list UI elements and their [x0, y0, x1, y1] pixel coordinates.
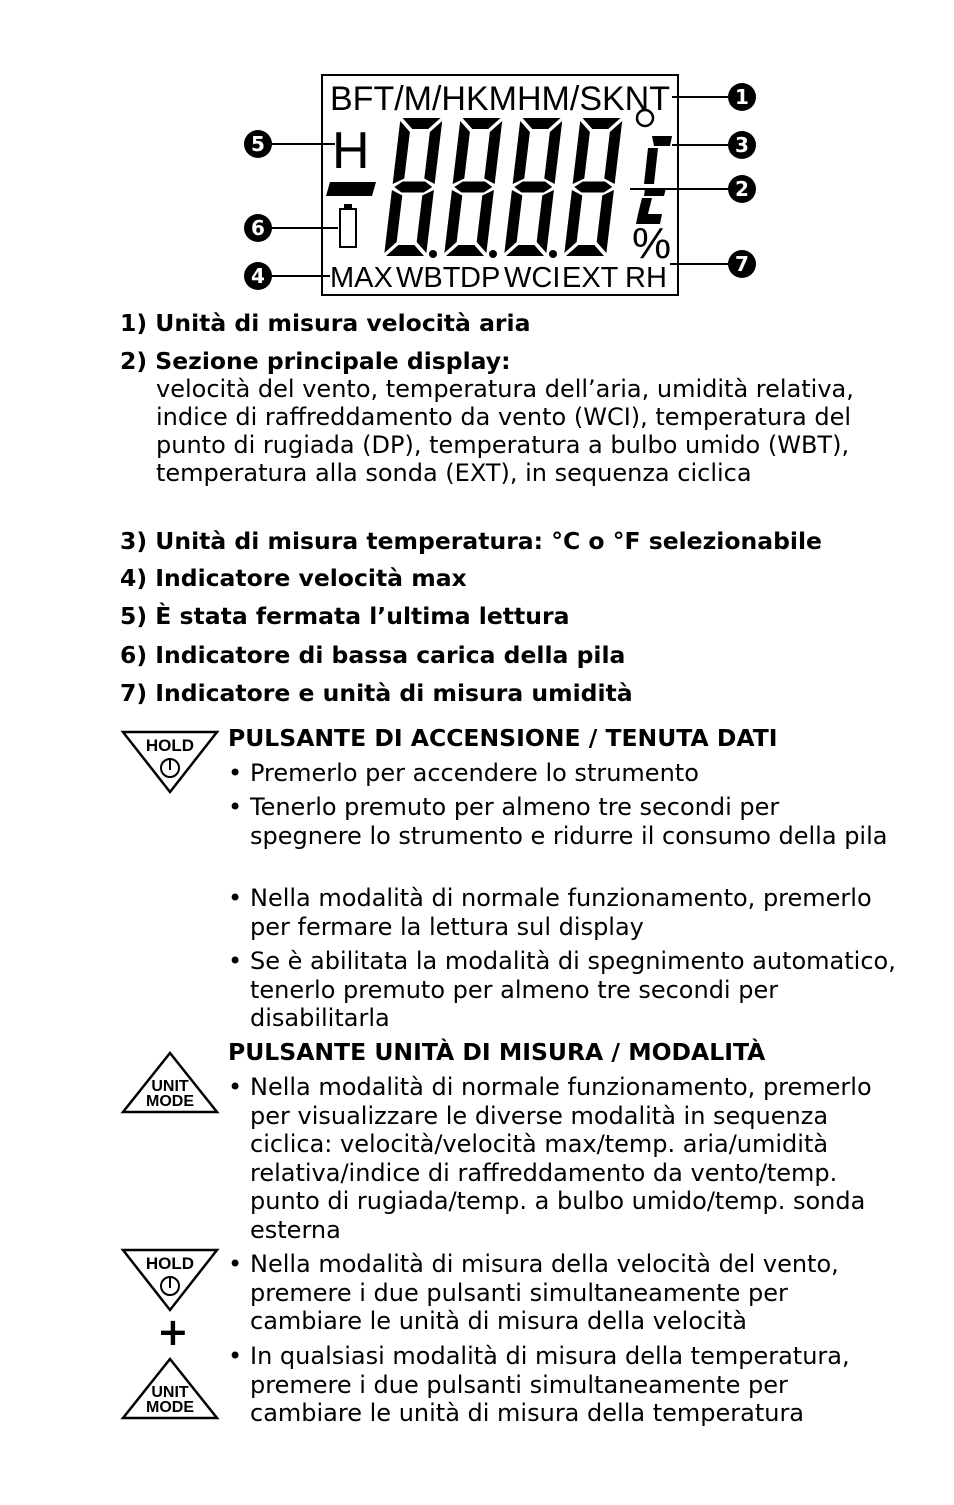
legend-item-3 [120, 527, 900, 555]
hold-section-title: PULSANTE DI ACCENSIONE / TENUTA DATI [228, 724, 778, 752]
digit-3-segment-f [513, 121, 530, 184]
callout-badge-3 [728, 131, 756, 159]
digit-1-segment-a [403, 118, 441, 129]
digit-4-segment-a [583, 118, 621, 129]
svg-text:7: 7 [735, 252, 749, 276]
lcd-label-wbt: WBT [396, 262, 461, 294]
digit-3-segment-a [523, 118, 561, 129]
digit-2-decimal-point [489, 250, 497, 258]
legend-item-4 [120, 564, 900, 592]
svg-text:6: 6 [251, 216, 265, 240]
legend-item-5 [120, 602, 900, 630]
svg-text:HOLD: HOLD [145, 736, 195, 755]
unit-mode-button-icon [120, 1050, 220, 1116]
legend-item-6 [120, 641, 900, 669]
lcd-label-dp: DP [460, 262, 501, 294]
lcd-battery-icon [340, 204, 356, 247]
svg-text:UNIT: UNIT [151, 1078, 189, 1095]
callout-badge-6 [244, 214, 272, 242]
unit-bullet-1: • Nella modalità di normale funzionamento, premerlo per visualizzare le diverse modalità in sequenza ciclica: velocità/velocità max/temp. aria/umidità relativa/indice di raffreddamento da vento/temp. punto di rugiada/temp. a bulbo umido/temp. sonda esterna [228, 1073, 888, 1244]
legend-head: 6) Indicatore di bassa carica della pila [120, 641, 626, 669]
digit-2-segment-b [484, 121, 502, 184]
svg-text:MODE: MODE [146, 1093, 194, 1110]
lcd-hold-indicator: H [332, 122, 370, 180]
legend-item-2 [120, 347, 900, 487]
callout-badge-4 [244, 262, 272, 290]
callout-badge-1 [728, 83, 756, 111]
digit-3-decimal-point [549, 250, 557, 258]
svg-text:2: 2 [735, 177, 749, 201]
lcd-label-wci: WCI [504, 262, 561, 294]
digit-1-segment-b [424, 121, 442, 184]
digit-4-segment-f [573, 121, 590, 184]
digit-3-segment-c [537, 190, 554, 253]
lcd-temp-unit-segments [636, 136, 672, 224]
digit-4-segment-g [574, 182, 612, 193]
legend-head: 7) Indicatore e unità di misura umidità [120, 679, 633, 707]
legend-item-7 [120, 679, 900, 707]
digit-3-segment-b [544, 121, 562, 184]
digit-4-segment-b [604, 121, 622, 184]
unit-section-title: PULSANTE UNITÀ DI MISURA / MODALITÀ [228, 1038, 766, 1066]
svg-text:5: 5 [251, 132, 265, 156]
digit-1-segment-f [393, 121, 410, 184]
lcd-label-rh: RH [625, 262, 667, 294]
digit-1-segment-e [384, 190, 402, 253]
svg-text:MODE: MODE [146, 1399, 194, 1416]
callout-badge-2 [728, 175, 756, 203]
hold-button-icon [120, 728, 220, 796]
digit-2-segment-f [453, 121, 470, 184]
digit-1-segment-d [386, 245, 424, 256]
svg-text:UNIT: UNIT [151, 1384, 189, 1401]
hold-button-icon-combo [120, 1246, 220, 1314]
digit-2-segment-c [477, 190, 494, 253]
legend-head: 3) Unità di misura temperatura: °C o °F selezionabile [120, 527, 822, 555]
callout-badge-5 [244, 130, 272, 158]
digit-4-segment-d [566, 245, 604, 256]
legend-body: velocità del vento, temperatura dell’aria, umidità relativa, indice di raffreddamento da vento (WCI), temperatura del punto di rugiada (DP), temperatura a bulbo umido (WBT), temperatura alla sonda (EXT), in sequenza ciclica [156, 375, 854, 487]
unit-mode-button-icon-combo [120, 1356, 220, 1422]
digit-2-segment-g [454, 182, 492, 193]
digit-3-segment-g [514, 182, 552, 193]
digit-1-segment-c [417, 190, 434, 253]
plus-icon: + [157, 1310, 189, 1354]
digit-2-segment-a [463, 118, 501, 129]
digit-1-segment-g [394, 182, 432, 193]
legend-head: 1) Unità di misura velocità aria [120, 309, 531, 337]
legend-head: 2) Sezione principale display: [120, 347, 511, 375]
svg-text:4: 4 [251, 264, 265, 288]
lcd-label-max: MAX [330, 262, 393, 294]
legend-item-1 [120, 309, 900, 337]
lcd-diagram [0, 0, 954, 310]
hold-bullet-4: • Se è abilitata la modalità di spegnimento automatico, tenerlo premuto per almeno tre secondi per disabilitarla [228, 947, 898, 1033]
digit-3-segment-e [504, 190, 522, 253]
digit-1-decimal-point [429, 250, 437, 258]
digit-4-segment-c [597, 190, 614, 253]
lcd-main-digits [384, 118, 622, 258]
hold-bullet-3: • Nella modalità di normale funzionamento, premerlo per fermare la lettura sul display [228, 884, 898, 941]
lcd-percent-icon: % [632, 219, 672, 268]
svg-text:1: 1 [735, 85, 749, 109]
digit-2-segment-d [446, 245, 484, 256]
lcd-label-ext: EXT [562, 262, 619, 294]
hold-bullet-1: • Premerlo per accendere lo strumento [228, 759, 898, 788]
digit-2-segment-e [444, 190, 462, 253]
combo-bullet-1: • Nella modalità di misura della velocità del vento, premere i due pulsanti simultaneamente per cambiare le unità di misura della velocità [228, 1250, 888, 1336]
legend-head: 4) Indicatore velocità max [120, 564, 467, 592]
lcd-minus-segment [326, 182, 376, 196]
hold-bullet-2: • Tenerlo premuto per almeno tre secondi per spegnere lo strumento e ridurre il consumo della pila [228, 793, 898, 850]
callout-badge-7 [728, 250, 756, 278]
lcd-speed-units: BFT/M/HKMHM/SKNT [330, 80, 670, 118]
digit-4-segment-e [564, 190, 582, 253]
svg-text:HOLD: HOLD [145, 1254, 195, 1273]
combo-bullet-2: • In qualsiasi modalità di misura della temperatura, premere i due pulsanti simultaneamente per cambiare le unità di misura della temperatura [228, 1342, 888, 1428]
digit-3-segment-d [506, 245, 544, 256]
legend-head: 5) È stata fermata l’ultima lettura [120, 602, 570, 630]
svg-text:3: 3 [735, 133, 749, 157]
